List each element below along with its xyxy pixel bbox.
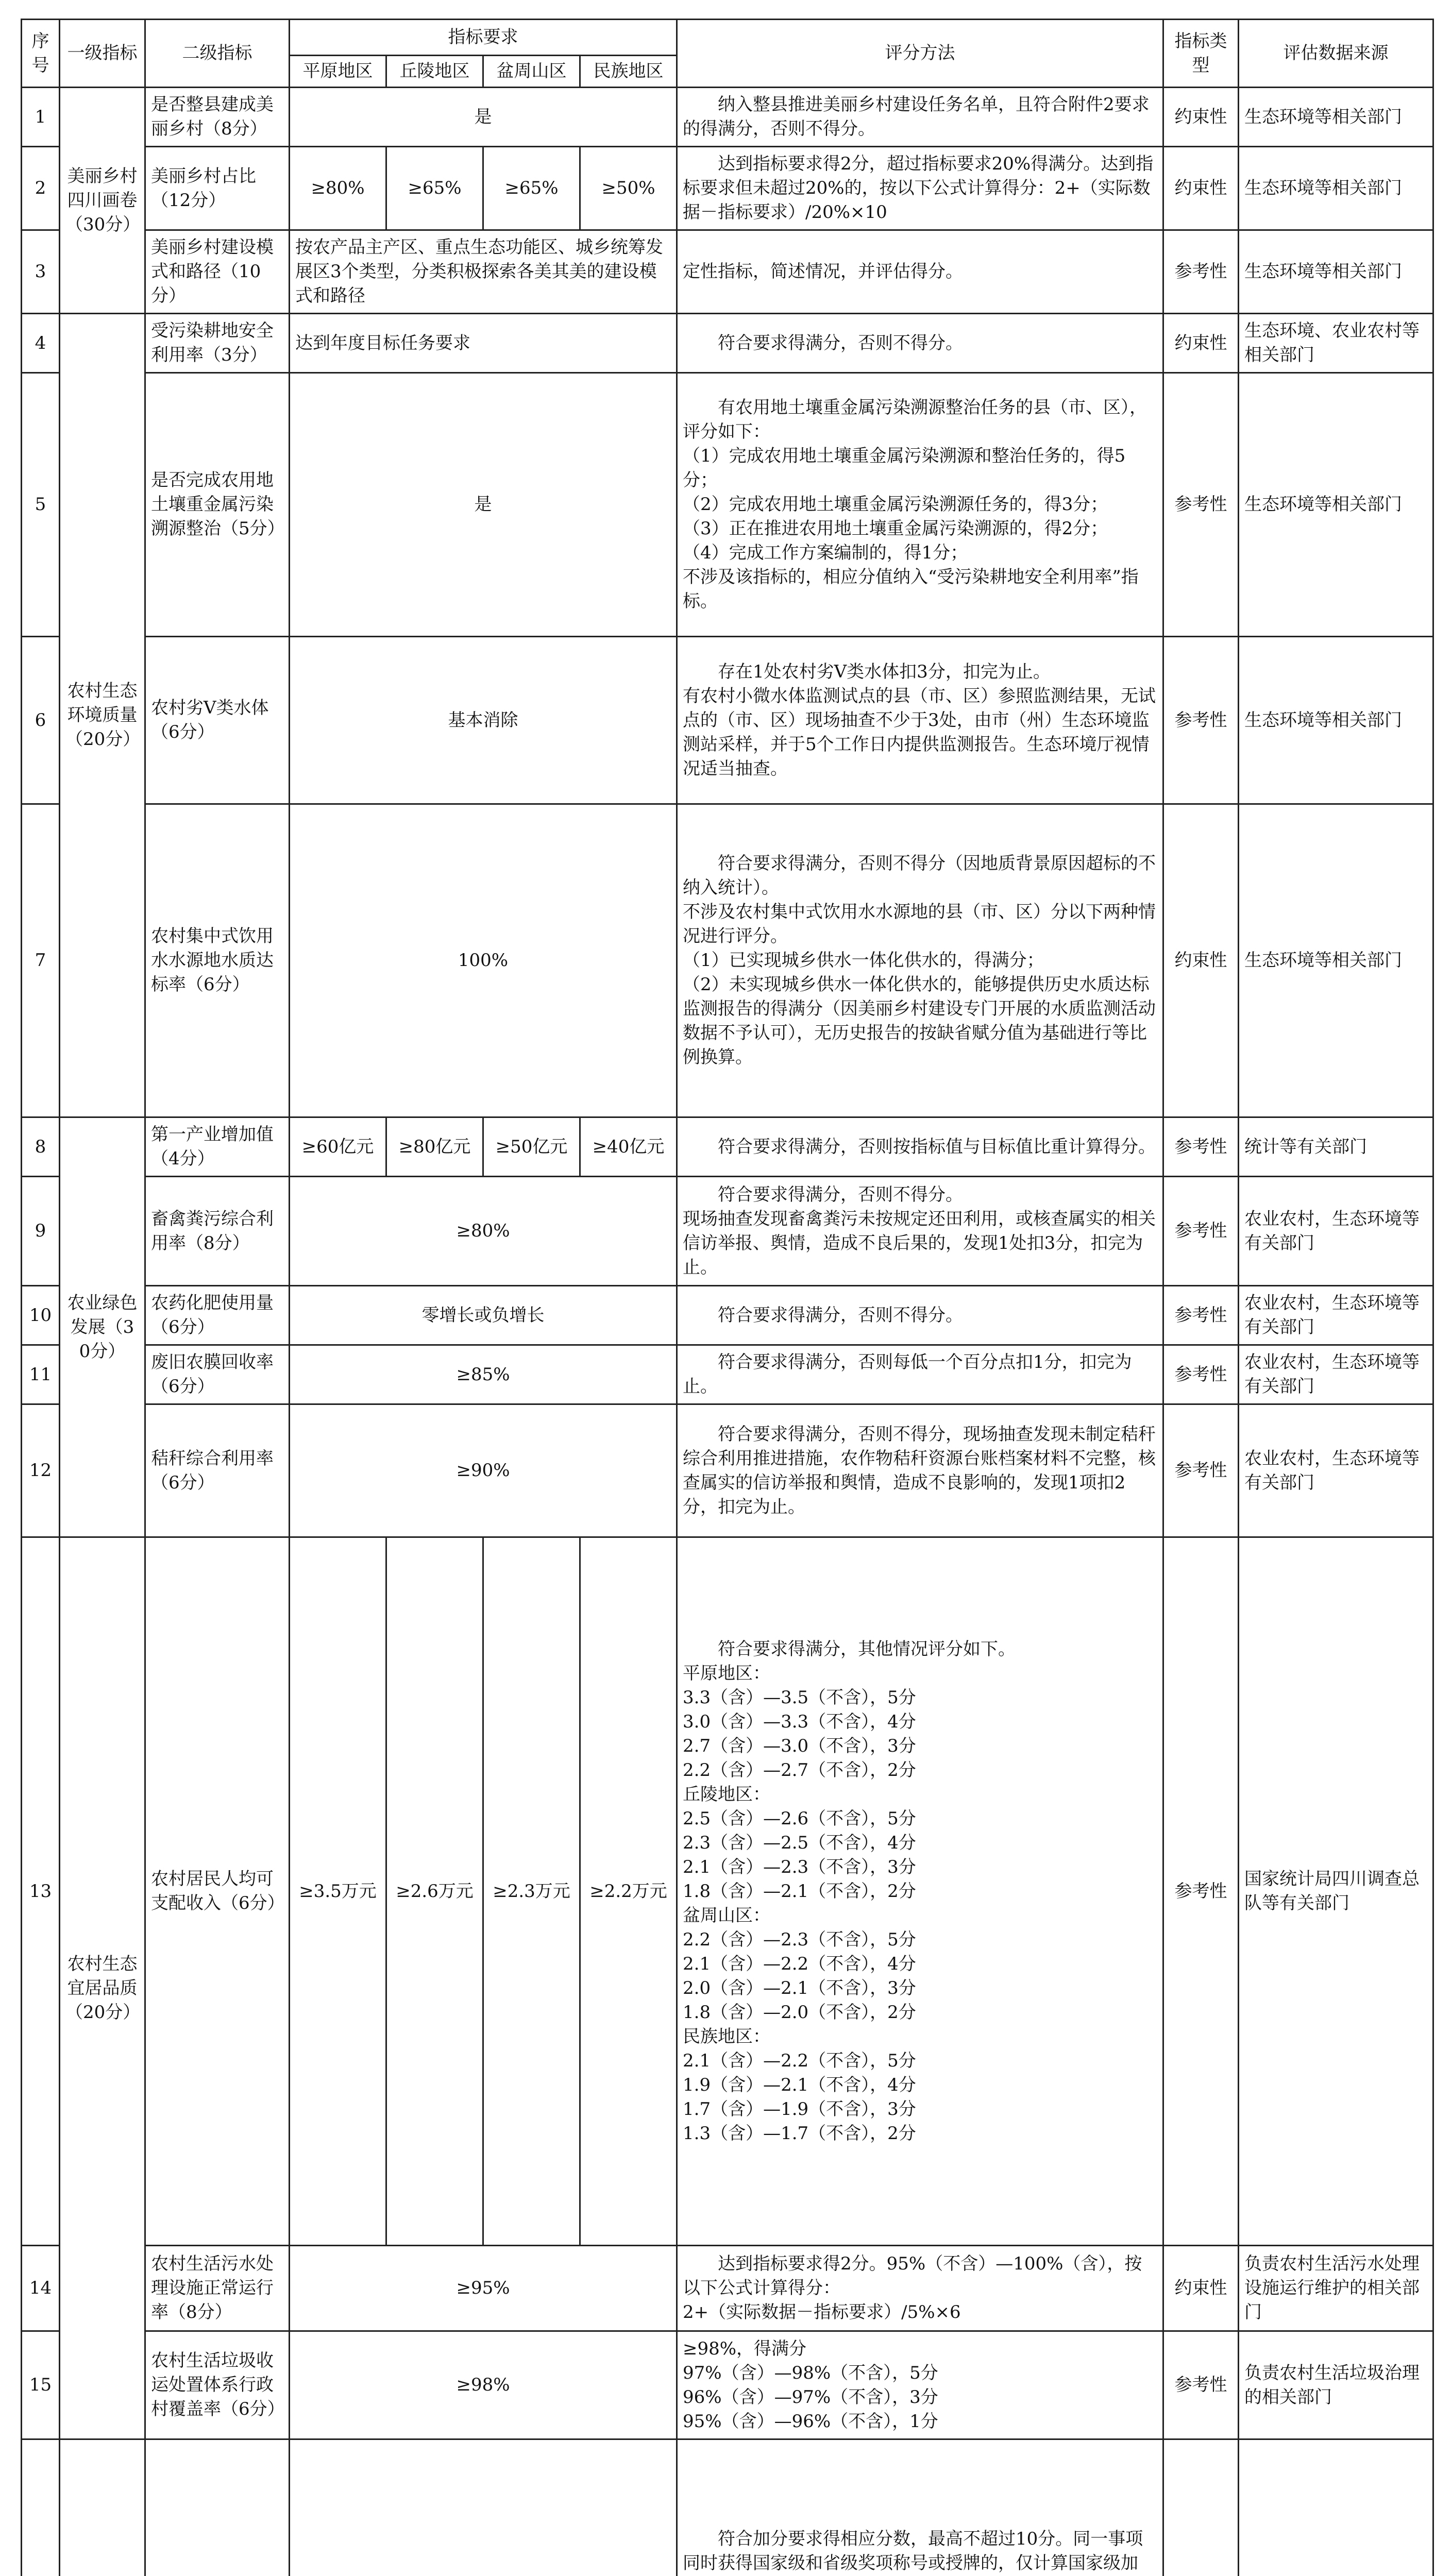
row-method bbox=[677, 88, 1163, 147]
table-row bbox=[22, 230, 1433, 314]
row-method bbox=[677, 2246, 1163, 2331]
row-requirement-ethnic: ≥2.2万元 bbox=[580, 1537, 677, 2246]
row-seq: 5 bbox=[22, 373, 60, 637]
table-row bbox=[22, 1286, 1433, 1345]
row-type bbox=[1163, 2439, 1239, 2576]
row-requirement-ethnic: ≥50% bbox=[580, 147, 677, 230]
row-requirement bbox=[290, 2439, 677, 2576]
row-method bbox=[677, 804, 1163, 1117]
row-requirement-mountain: ≥2.3万元 bbox=[483, 1537, 580, 2246]
method-line: 达到指标要求得2分。95%（不含）—100%（含），按以下公式计算得分： bbox=[683, 2253, 1142, 2298]
method-line: 有农村小微水体监测试点的县（市、区）参照监测结果，无试点的（市、区）现场抽查不少于3处，由市（州）生态环境监测站采样，并于5个工作日内提供监测报告。生态环境厅视情况适当抽查。 bbox=[683, 685, 1156, 779]
row-method bbox=[677, 1177, 1163, 1286]
method-line: 有农用地土壤重金属污染溯源整治任务的县（市、区），评分如下： bbox=[683, 397, 1147, 442]
row-requirement: ≥90% bbox=[290, 1404, 677, 1537]
method-line: 符合要求得满分，否则每低一个百分点扣1分，扣完为止。 bbox=[683, 1352, 1132, 1397]
header-requirement: 指标要求 bbox=[290, 20, 677, 56]
row-seq bbox=[22, 2439, 60, 2576]
row-method bbox=[677, 373, 1163, 637]
row-name: 秸秆综合利用率（6分） bbox=[145, 1404, 290, 1537]
group-cell: 美丽乡村四川画卷（30分） bbox=[60, 88, 145, 314]
row-seq: 9 bbox=[22, 1177, 60, 1286]
method-line: （2）完成农用地土壤重金属污染溯源任务的，得3分； bbox=[683, 494, 1108, 515]
row-name: 是否整县建成美丽乡村（8分） bbox=[145, 88, 290, 147]
method-line: 96%（含）—97%（不含），3分 bbox=[683, 2386, 938, 2408]
row-type: 约束性 bbox=[1163, 2246, 1239, 2331]
row-method bbox=[677, 314, 1163, 373]
row-name: 畜禽粪污综合利用率（8分） bbox=[145, 1177, 290, 1286]
group-cell: 农村生态宜居品质（20分） bbox=[60, 1537, 145, 2439]
method-line: 2.7（含）—3.0（不含），3分 bbox=[683, 1735, 916, 1756]
row-name: 农村居民人均可支配收入（6分） bbox=[145, 1537, 290, 2246]
row-type: 参考性 bbox=[1163, 1537, 1239, 2246]
row-seq: 10 bbox=[22, 1286, 60, 1345]
table-row bbox=[22, 1177, 1433, 1286]
method-line: 存在1处农村劣Ⅴ类水体扣3分，扣完为止。 bbox=[718, 661, 1051, 682]
method-line: 2.1（含）—2.3（不含），3分 bbox=[683, 1856, 916, 1877]
row-name: 农村集中式饮用水水源地水质达标率（6分） bbox=[145, 804, 290, 1117]
header-seq: 序号 bbox=[22, 20, 60, 88]
row-requirement-plain: ≥60亿元 bbox=[290, 1117, 386, 1177]
method-line: （4）完成工作方案编制的，得1分； bbox=[683, 543, 968, 563]
header-row bbox=[22, 20, 1433, 56]
row-source: 农业农村，生态环境等有关部门 bbox=[1239, 1286, 1433, 1345]
row-name: 农药化肥使用量（6分） bbox=[145, 1286, 290, 1345]
row-requirement-hill: ≥2.6万元 bbox=[386, 1537, 483, 2246]
row-requirement: 零增长或负增长 bbox=[290, 1286, 677, 1345]
row-type: 参考性 bbox=[1163, 1177, 1239, 1286]
row-requirement-mountain: ≥65% bbox=[483, 147, 580, 230]
row-seq: 11 bbox=[22, 1345, 60, 1404]
row-requirement: ≥85% bbox=[290, 1345, 677, 1404]
method-line: 2.3（含）—2.5（不含），4分 bbox=[683, 1832, 916, 1853]
method-line: 不涉及该指标的，相应分值纳入“受污染耕地安全利用率”指标。 bbox=[683, 567, 1139, 612]
row-method bbox=[677, 147, 1163, 230]
header-region-ethnic: 民族地区 bbox=[580, 56, 677, 88]
row-type: 约束性 bbox=[1163, 804, 1239, 1117]
method-line: 3.3（含）—3.5（不含），5分 bbox=[683, 1687, 916, 1708]
row-requirement: 100% bbox=[290, 804, 677, 1117]
row-type: 约束性 bbox=[1163, 314, 1239, 373]
row-requirement-hill: ≥65% bbox=[386, 147, 483, 230]
method-line: 定性指标，简述情况，并评估得分。 bbox=[683, 261, 963, 282]
method-line: 2.0（含）—2.1（不含），3分 bbox=[683, 1977, 916, 1998]
row-method bbox=[677, 637, 1163, 804]
row-seq: 6 bbox=[22, 637, 60, 804]
header-level1: 一级指标 bbox=[60, 20, 145, 88]
method-line: 1.8（含）—2.1（不含），2分 bbox=[683, 1880, 916, 1902]
header-region-plain: 平原地区 bbox=[290, 56, 386, 88]
row-seq: 8 bbox=[22, 1117, 60, 1177]
method-line: 盆周山区： bbox=[683, 1905, 770, 1926]
method-line: 2+（实际数据－指标要求）/5%×6 bbox=[683, 2302, 961, 2323]
row-source: 生态环境等相关部门 bbox=[1239, 88, 1433, 147]
method-line: 符合要求得满分，否则按指标值与目标值比重计算得分。 bbox=[718, 1136, 1156, 1157]
row-seq: 15 bbox=[22, 2331, 60, 2439]
header-method: 评分方法 bbox=[677, 20, 1163, 88]
row-source: 统计等有关部门 bbox=[1239, 1117, 1433, 1177]
row-method bbox=[677, 1345, 1163, 1404]
method-line: 符合要求得满分，否则不得分。 bbox=[718, 1304, 963, 1326]
row-type: 参考性 bbox=[1163, 1404, 1239, 1537]
row-name: 美丽乡村建设模式和路径（10分） bbox=[145, 230, 290, 314]
method-line: （1）已实现城乡供水一体化供水的，得满分； bbox=[683, 950, 1044, 971]
method-line: 1.9（含）—2.1（不含），4分 bbox=[683, 2074, 916, 2095]
row-source: 生态环境等相关部门 bbox=[1239, 230, 1433, 314]
method-line: 1.3（含）—1.7（不含），2分 bbox=[683, 2123, 916, 2144]
method-line: 不涉及农村集中式饮用水水源地的县（市、区）分以下两种情况进行评分。 bbox=[683, 902, 1156, 946]
table-row bbox=[22, 2246, 1433, 2331]
row-method bbox=[677, 2439, 1163, 2576]
row-requirement: ≥95% bbox=[290, 2246, 677, 2331]
table-row bbox=[22, 1345, 1433, 1404]
row-name bbox=[145, 2439, 290, 2576]
method-line: 97%（含）—98%（不含），5分 bbox=[683, 2362, 938, 2383]
row-seq: 2 bbox=[22, 147, 60, 230]
row-source: 生态环境、农业农村等相关部门 bbox=[1239, 314, 1433, 373]
row-seq: 3 bbox=[22, 230, 60, 314]
method-line: 95%（含）—96%（不含），1分 bbox=[683, 2411, 938, 2432]
method-line: 2.2（含）—2.7（不含），2分 bbox=[683, 1759, 916, 1781]
row-method bbox=[677, 2331, 1163, 2439]
row-source: 农业农村，生态环境等有关部门 bbox=[1239, 1177, 1433, 1286]
row-seq: 14 bbox=[22, 2246, 60, 2331]
header-level2: 二级指标 bbox=[145, 20, 290, 88]
method-line: 符合要求得满分，否则不得分（因地质背景原因超标的不纳入统计）。 bbox=[683, 853, 1156, 898]
row-requirement: 是 bbox=[290, 373, 677, 637]
method-line: 民族地区： bbox=[683, 2026, 770, 2047]
row-type: 参考性 bbox=[1163, 230, 1239, 314]
method-line: （3）正在推进农用地土壤重金属污染溯源的，得2分； bbox=[683, 518, 1108, 539]
row-name: 受污染耕地安全利用率（3分） bbox=[145, 314, 290, 373]
row-name: 农村生活污水处理设施正常运行率（8分） bbox=[145, 2246, 290, 2331]
method-line: 符合加分要求得相应分数，最高不超过10分。同一事项同时获得国家级和省级奖项称号或授牌的，仅计算国家级加 bbox=[683, 2528, 1143, 2573]
table-row bbox=[22, 637, 1433, 804]
table-row bbox=[22, 147, 1433, 230]
row-seq: 12 bbox=[22, 1404, 60, 1537]
row-source: 生态环境等相关部门 bbox=[1239, 804, 1433, 1117]
table-row bbox=[22, 2331, 1433, 2439]
table-row bbox=[22, 1117, 1433, 1177]
row-type: 参考性 bbox=[1163, 1117, 1239, 1177]
row-source: 负责农村生活垃圾治理的相关部门 bbox=[1239, 2331, 1433, 2439]
method-line: 1.8（含）—2.0（不含），2分 bbox=[683, 2002, 916, 2023]
row-source: 国家统计局四川调查总队等有关部门 bbox=[1239, 1537, 1433, 2246]
header-source: 评估数据来源 bbox=[1239, 20, 1433, 88]
row-requirement-ethnic: ≥40亿元 bbox=[580, 1117, 677, 1177]
row-name: 美丽乡村占比（12分） bbox=[145, 147, 290, 230]
group-cell: 农业绿色发展（30分） bbox=[60, 1117, 145, 1537]
row-seq: 7 bbox=[22, 804, 60, 1117]
table-row bbox=[22, 88, 1433, 147]
row-source: 农业农村，生态环境等有关部门 bbox=[1239, 1404, 1433, 1537]
row-requirement-plain: ≥80% bbox=[290, 147, 386, 230]
method-line: 符合要求得满分，否则不得分。 bbox=[718, 1184, 963, 1205]
row-requirement: ≥98% bbox=[290, 2331, 677, 2439]
row-method bbox=[677, 230, 1163, 314]
row-requirement-plain: ≥3.5万元 bbox=[290, 1537, 386, 2246]
row-type: 参考性 bbox=[1163, 637, 1239, 804]
row-seq: 1 bbox=[22, 88, 60, 147]
method-line: （2）未实现城乡供水一体化供水的，能够提供历史水质达标监测报告的得满分（因美丽乡村建设专门开展的水质监测活动数据不予认可），无历史报告的按缺省赋分值为基础进行等比例换算。 bbox=[683, 974, 1156, 1067]
row-method bbox=[677, 1286, 1163, 1345]
row-source: 生态环境等相关部门 bbox=[1239, 637, 1433, 804]
method-line: 2.2（含）—2.3（不含），5分 bbox=[683, 1929, 916, 1950]
method-line: 丘陵地区： bbox=[683, 1784, 770, 1805]
group-cell: 农村生态环境质量（20分） bbox=[60, 314, 145, 1117]
row-source: 负责农村生活污水处理设施运行维护的相关部门 bbox=[1239, 2246, 1433, 2331]
evaluation-table bbox=[21, 19, 1434, 2576]
method-line: 符合要求得满分，否则不得分。 bbox=[718, 332, 963, 353]
table-row bbox=[22, 314, 1433, 373]
row-requirement: ≥80% bbox=[290, 1177, 677, 1286]
row-requirement-mountain: ≥50亿元 bbox=[483, 1117, 580, 1177]
row-type: 参考性 bbox=[1163, 373, 1239, 637]
table-row bbox=[22, 2439, 1433, 2576]
row-requirement: 按农产品主产区、重点生态功能区、城乡统筹发展区3个类型，分类积极探索各美其美的建设模式和路径 bbox=[290, 230, 677, 314]
row-method bbox=[677, 1537, 1163, 2246]
method-line: ≥98%，得满分 bbox=[683, 2338, 807, 2359]
row-type: 参考性 bbox=[1163, 2331, 1239, 2439]
row-source: 农业农村，生态环境等有关部门 bbox=[1239, 1345, 1433, 1404]
method-line: 符合要求得满分，其他情况评分如下。 bbox=[718, 1638, 1016, 1659]
row-type: 约束性 bbox=[1163, 147, 1239, 230]
row-source: 生态环境等相关部门 bbox=[1239, 147, 1433, 230]
method-line: 2.5（含）—2.6（不含），5分 bbox=[683, 1808, 916, 1829]
header-region-hill: 丘陵地区 bbox=[386, 56, 483, 88]
row-type: 约束性 bbox=[1163, 88, 1239, 147]
row-requirement: 基本消除 bbox=[290, 637, 677, 804]
row-requirement: 是 bbox=[290, 88, 677, 147]
row-method bbox=[677, 1117, 1163, 1177]
method-line: 2.1（含）—2.2（不含），4分 bbox=[683, 1953, 916, 1974]
table-row bbox=[22, 1537, 1433, 2246]
row-name: 废旧农膜回收率（6分） bbox=[145, 1345, 290, 1404]
row-requirement-hill: ≥80亿元 bbox=[386, 1117, 483, 1177]
table-row bbox=[22, 804, 1433, 1117]
row-requirement: 达到年度目标任务要求 bbox=[290, 314, 677, 373]
row-type: 参考性 bbox=[1163, 1286, 1239, 1345]
row-seq: 13 bbox=[22, 1537, 60, 2246]
row-source: 生态环境等相关部门 bbox=[1239, 373, 1433, 637]
row-seq: 4 bbox=[22, 314, 60, 373]
row-source bbox=[1239, 2439, 1433, 2576]
method-line: 2.1（含）—2.2（不含），5分 bbox=[683, 2050, 916, 2071]
method-line: 1.7（含）—1.9（不含），3分 bbox=[683, 2098, 916, 2120]
table-row bbox=[22, 373, 1433, 637]
header-type: 指标类型 bbox=[1163, 20, 1239, 88]
method-line: 达到指标要求得2分，超过指标要求20%得满分。达到指标要求但未超过20%的，按以下公式计算得分：2+（实际数据－指标要求）/20%×10 bbox=[683, 154, 1154, 223]
method-line: （1）完成农用地土壤重金属污染溯源和整治任务的，得5分； bbox=[683, 446, 1126, 490]
method-line: 3.0（含）—3.3（不含），4分 bbox=[683, 1711, 916, 1732]
method-line: 现场抽查发现畜禽粪污未按规定还田利用，或核查属实的相关信访举报、舆情，造成不良后果的，发现1处扣3分，扣完为止。 bbox=[683, 1208, 1156, 1278]
group-cell bbox=[60, 2439, 145, 2576]
table-row bbox=[22, 1404, 1433, 1537]
method-line: 纳入整县推进美丽乡村建设任务名单，且符合附件2要求的得满分，否则不得分。 bbox=[683, 94, 1150, 139]
header-region-mountain: 盆周山区 bbox=[483, 56, 580, 88]
row-name: 农村劣Ⅴ类水体（6分） bbox=[145, 637, 290, 804]
row-method bbox=[677, 1404, 1163, 1537]
row-name: 是否完成农用地土壤重金属污染溯源整治（5分） bbox=[145, 373, 290, 637]
method-line: 符合要求得满分，否则不得分，现场抽查发现未制定秸秆综合利用推进措施，农作物秸秆资源台账档案材料不完整，核查属实的信访举报和舆情，造成不良影响的，发现1项扣2分，扣完为止。 bbox=[683, 1423, 1156, 1517]
method-line: 平原地区： bbox=[683, 1663, 770, 1684]
row-type: 参考性 bbox=[1163, 1345, 1239, 1404]
row-name: 农村生活垃圾收运处置体系行政村覆盖率（6分） bbox=[145, 2331, 290, 2439]
row-name: 第一产业增加值（4分） bbox=[145, 1117, 290, 1177]
